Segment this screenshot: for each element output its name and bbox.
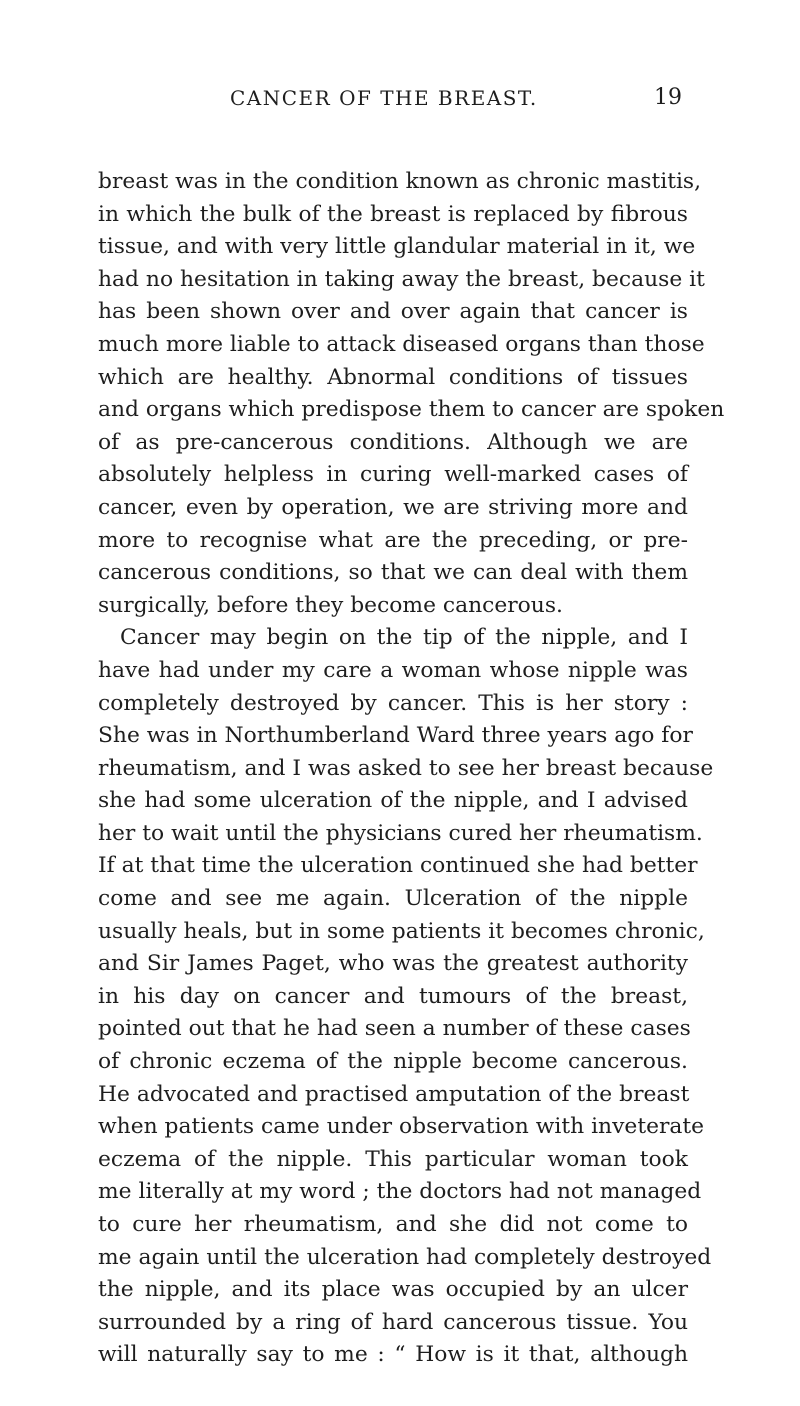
text-line: breast was in the condition known as chronic mastitis, [98,169,702,194]
text-line: tissue, and with very little glandular material in it, we [98,234,696,260]
body-text [98,166,725,1372]
text-line: to cure her rheumatism, and she did not come to [98,1212,688,1237]
text-line: has been shown over and over again that cancer is [98,299,688,325]
text-line: come and see me again. Ulceration of the nipple [98,886,688,912]
text-line: more to recognise what are the preceding, or pre- [98,527,688,553]
text-line: in which the bulk of the breast is replaced by fibrous [98,201,688,227]
text-line: me literally at my word ; the doctors had not managed [98,1179,702,1205]
text-line: the nipple, and its place was occupied by an ulcer [98,1277,688,1303]
running-title: CANCER OF THE BREAST. [230,86,538,110]
text-line: much more liable to attack diseased organs than those [98,331,705,357]
text-line: had no hesitation in taking away the breast, because it [98,266,705,292]
text-line: He advocated and practised amputation of the breast [98,1081,690,1107]
text-line: surrounded by a ring of hard cancerous tissue. You [98,1309,688,1335]
text-line: pointed out that he had seen a number of these cases [98,1016,691,1042]
text-line: which are healthy. Abnormal conditions of tissues [98,364,688,390]
page-number: 19 [654,85,682,110]
text-line: of chronic eczema of the nipple become cancerous. [98,1049,688,1075]
text-line: and Sir James Paget, who was the greatest authority [98,951,688,977]
text-line: cancer, even by operation, we are striving more and [98,494,688,520]
text-line: in his day on cancer and tumours of the breast, [98,983,688,1009]
text-line: have had under my care a woman whose nipple was [98,657,688,683]
text-line: eczema of the nipple. This particular woman took [98,1146,688,1172]
text-line: when patients came under observation with inveterate [98,1114,705,1140]
text-line: me again until the ulceration had completely destroyed [98,1244,712,1270]
text-line: of as pre-cancerous conditions. Although we are [98,429,688,455]
text-line: usually heals, but in some patients it becomes chronic, [98,918,705,944]
text-line: rheumatism, and I was asked to see her breast because [98,755,714,781]
text-line: absolutely helpless in curing well-marked cases of [98,462,688,488]
paragraph-end-line: surgically, before they become cancerous. [98,592,563,618]
text-line: completely destroyed by cancer. This is her story : [98,690,688,716]
text-line: She was in Northumberland Ward three years ago for [98,723,693,749]
text-line: If at that time the ulceration continued she had better [98,853,698,879]
text-line: her to wait until the physicians cured her rheumatism. [98,820,703,846]
text-line: she had some ulceration of the nipple, and I advised [98,788,688,814]
text-line: cancerous conditions, so that we can deal with them [98,560,688,586]
running-head [178,86,682,116]
paragraph-start-line: Cancer may begin on the tip of the nipple, and I [120,625,688,651]
text-line: will naturally say to me : “ How is it that, although [98,1342,688,1368]
text-line: and organs which predispose them to cancer are spoken [98,397,725,423]
